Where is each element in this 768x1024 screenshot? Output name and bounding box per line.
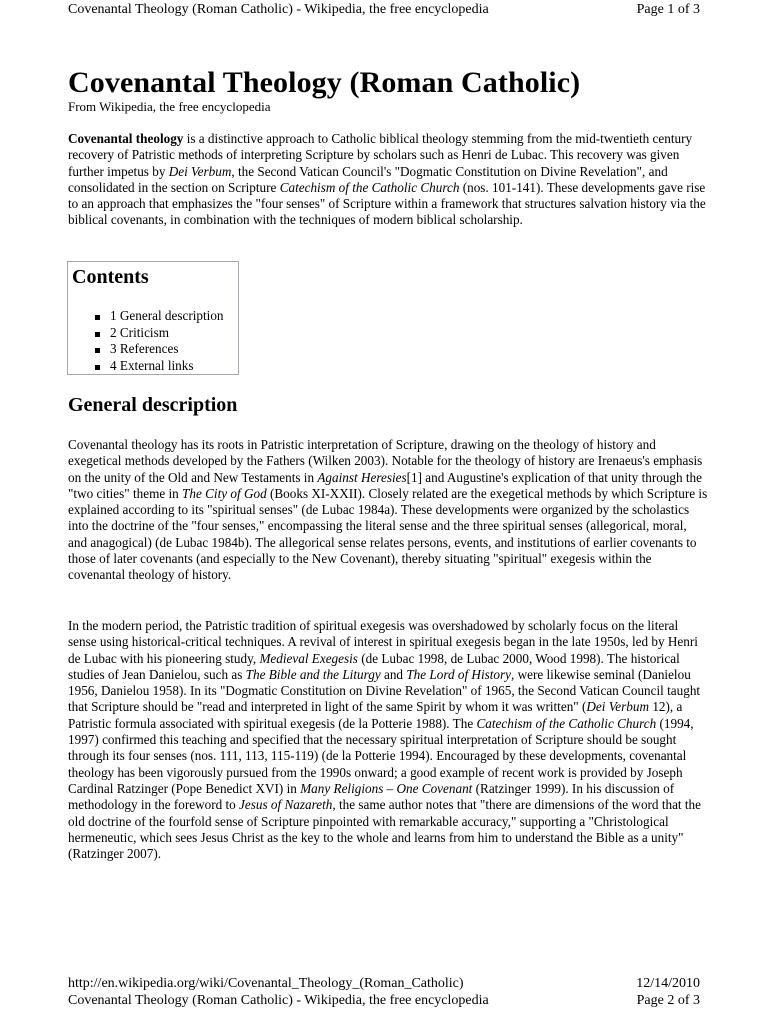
next-page-header [68,993,700,1009]
print-footer [68,976,700,992]
print-header [68,2,700,18]
intro-text: , the Second Vatican Council's "Dogmatic Constitution on Divine Revelation", and consolidated in the section on Scripture [68,163,668,195]
toc-item-label: 2 Criticism [110,324,169,340]
medieval-exegesis-title: Medieval Exegesis [259,650,358,666]
intro-text: (nos. 101-141). These developments gave rise to an approach that emphasizes the "four senses" of Scripture within a framework that structures salvation history via the biblical covenants, in combination with the techniques of modern biblical scholarship. [68,179,706,228]
dei-verbum-link[interactable] [169,164,232,179]
paragraph-text: and Augustine's explication of that unity through the "two cities" theme in [68,469,703,501]
paragraph-text: , were likewise seminal (Danielou 1956, Danielou 1958). In its "Dogmatic Constitution on Divine Revelation" of 1965, the Second Vatican Council taught that Scripture should be "read and interpreted in light of the same Spirit by whom it was written" ( [68,666,701,715]
footer-date: 12/14/2010 [636,976,700,991]
toc-list [92,308,224,375]
toc-item-label: 3 References [110,341,179,357]
jesus-of-nazareth-title: Jesus of Nazareth [239,797,333,813]
print-header-title: Covenantal Theology (Roman Catholic) - Wikipedia, the free encyclopedia [68,2,489,17]
next-page-title: Covenantal Theology (Roman Catholic) - Wikipedia, the free encyclopedia [68,993,489,1008]
toc-item-label: 1 General description [110,308,224,323]
bible-and-liturgy-title: The Bible and the Liturgy [245,666,381,682]
footer-url: http://en.wikipedia.org/wiki/Covenantal_Theology_(Roman_Catholic) [68,976,464,991]
toc-item-label: 4 External links [110,358,194,374]
page-subtitle: From Wikipedia, the free encyclopedia [68,99,271,114]
toc-item-references[interactable] [92,341,224,358]
toc-item-external-links[interactable] [92,358,224,375]
table-of-contents [67,261,239,375]
section-heading-general-description: General description [68,394,238,416]
lord-of-history-title: The Lord of History [406,666,511,682]
paragraph-text: (de Lubac 1998, de Lubac 2000, Wood 1998). The historical studies of Jean Danielou, such as [68,650,680,682]
body-paragraph-2 [68,618,708,862]
toc-item-criticism[interactable] [92,325,224,342]
toc-title: Contents [72,266,149,288]
paragraph-text: (1994, 1997) confirmed this teaching and specified that the necessary spiritual interpretation of Scripture should be sought through its four senses (nos. 111, 113, 115-119) (de la Potterie 1994). Encouraged by these developments, covenantal theology has been vigorously pursued from the 1990s onward; a good example of recent work is provided by Joseph Cardinal Ratzinger (Pope Benedict XVI) in [68,715,694,796]
print-header-page-number: Page 1 of 3 [636,2,700,17]
paragraph-text: Covenantal theology has its roots in Patristic interpretation of Scripture, drawing on the theology of history and exegetical methods developed by the Fathers (Wilken 2003). Notable for the theology of history are Irenaeus's emphasis on the unity of the Old and New Testaments in [68,437,703,485]
body-paragraph-1 [68,437,708,584]
page-title: Covenantal Theology (Roman Catholic) [68,66,581,99]
city-of-god-link[interactable] [182,486,267,501]
intro-text: is a distinctive approach to Catholic biblical theology stemming from the mid-twentieth century recovery of Patristic methods of interpreting Scripture by scholars such as Henri de Lubac. This recovery was given further impetus by [68,131,693,179]
against-heresies-link[interactable] [317,470,406,485]
city-of-god-title: The City of God [182,485,267,501]
paragraph-text: 12), a Patristic formula associated with spiritual exegesis (de la Potterie 1988). The [68,699,683,731]
against-heresies-title: Against Heresies [317,469,407,485]
paragraph-text: (Ratzinger 1999). In his discussion of methodology in the foreword to [68,780,675,813]
toc-item-general-description[interactable] [92,308,224,325]
paragraph-text: In the modern period, the Patristic tradition of spiritual exegesis was overshadowed by scholarly focus on the literal sense using historical-critical techniques. A revival of interest in spiritual exegesis began in the late 1950s, led by Henri de Lubac with his pioneering study, [68,618,698,666]
next-page-number: Page 2 of 3 [636,993,700,1008]
many-religions-title: Many Religions – One Covenant [300,780,473,796]
catechism-link[interactable] [280,180,460,195]
paragraph-text: (Books XI-XXII). Closely related are the exegetical methods by which Scripture is explained according to its "spiritual senses" (de Lubac 1984a). These developments were organized by the scholastics into the doctrine of the "four senses," encompassing the literal sense and the three spiritual senses (allegorical, moral, and anagogical) (de Lubac 1984b). The allegorical sense relates persons, events, and institutions of earlier covenants to those of later covenants (and especially to the New Covenant), thereby situating "spiritual" exegesis within the covenantal theology of history. [68,485,708,583]
paragraph-text: and [380,666,407,682]
reference-link[interactable]: [1] [406,469,422,485]
dei-verbum-title: Dei Verbum [586,699,650,715]
intro-paragraph [68,131,708,229]
paragraph-text: , the same author notes that "there are dimensions of the word that the old doctrine of the fourfold sense of Scripture pinpointed with remarkable accuracy," supporting a "Christological hermeneutic, which sees Jesus Christ as the key to the whole and learns from him to understand the Bible as a unity" (Ratzinger 2007). [68,797,702,862]
catechism-title: Catechism of the Catholic Church [279,179,460,195]
catechism-title: Catechism of the Catholic Church [476,715,657,731]
intro-bold-term: Covenantal theology [68,131,184,146]
dei-verbum-title: Dei Verbum [168,163,232,179]
